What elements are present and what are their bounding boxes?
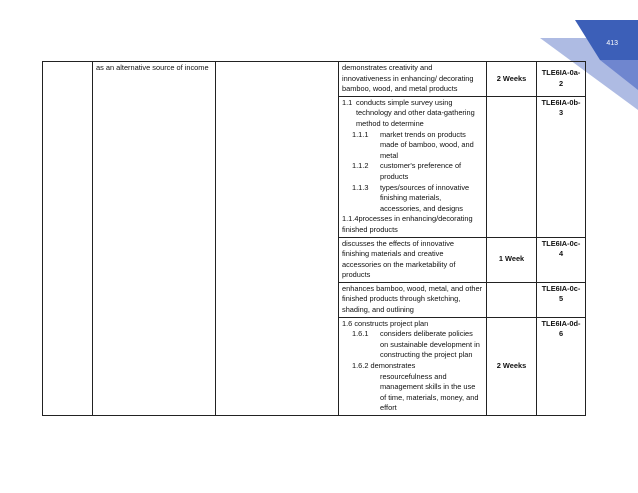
code-cell: TLE6IA-0a-2 (537, 62, 586, 97)
item-number: 1.1.2 (352, 161, 369, 171)
competency-cell (339, 317, 487, 415)
code-cell: TLE6IA-0c-5 (537, 282, 586, 317)
content-standard-cell: as an alternative source of income (93, 62, 216, 416)
competency-cell: enhances bamboo, wood, metal, and other finished products through sketching, shading, and outlining (339, 282, 487, 317)
curriculum-table (42, 61, 586, 416)
duration-cell (487, 282, 537, 317)
duration-cell: 2 Weeks (487, 317, 537, 415)
item-text: 1.6 constructs project plan (342, 318, 429, 328)
duration-cell: 1 Week (487, 237, 537, 282)
code-cell: TLE6IA-0b-3 (537, 96, 586, 237)
duration-cell: 2 Weeks (487, 62, 537, 97)
code-cell: TLE6IA-0c-4 (537, 237, 586, 282)
page-number: 413 (606, 40, 618, 47)
item-text: 1.1.4processes in enhancing/decorating finished products (342, 214, 473, 234)
table-row (43, 62, 586, 97)
item-text: resourcefulness and management skills in the use of time, materials, money, and effort (380, 371, 479, 413)
competency-cell: demonstrates creativity and innovativeness in enhancing/ decorating bamboo, wood, and metal products (339, 62, 487, 97)
item-text: 1.6.2 demonstrates (352, 361, 416, 371)
item-text: conducts simple survey using technology and other data-gathering method to determine (356, 97, 475, 128)
item-number: 1.6.1 (352, 329, 369, 339)
blank-cell (43, 62, 93, 416)
competency-cell (339, 96, 487, 237)
list-item (342, 130, 483, 162)
item-text: types/sources of innovative finishing materials, accessories, and designs (380, 182, 470, 213)
item-text: considers deliberate policies on sustainable development in constructing the project plan (380, 329, 480, 360)
code-cell: TLE6IA-0d-6 (537, 317, 586, 415)
list-item (342, 161, 483, 182)
item-text: market trends on products made of bamboo, wood, and metal (380, 129, 474, 160)
item-number: 1.1.3 (352, 182, 369, 192)
item-number: 1.1.1 (352, 129, 369, 139)
item-text: customer's preference of products (380, 161, 462, 181)
list-item (342, 98, 483, 130)
blank-cell (216, 62, 339, 416)
item-number: 1.1 (342, 97, 353, 107)
competency-cell: discusses the effects of innovative finishing materials and creative accessories on the marketability of products (339, 237, 487, 282)
duration-cell (487, 96, 537, 237)
list-item (342, 329, 483, 361)
list-item (342, 183, 483, 215)
